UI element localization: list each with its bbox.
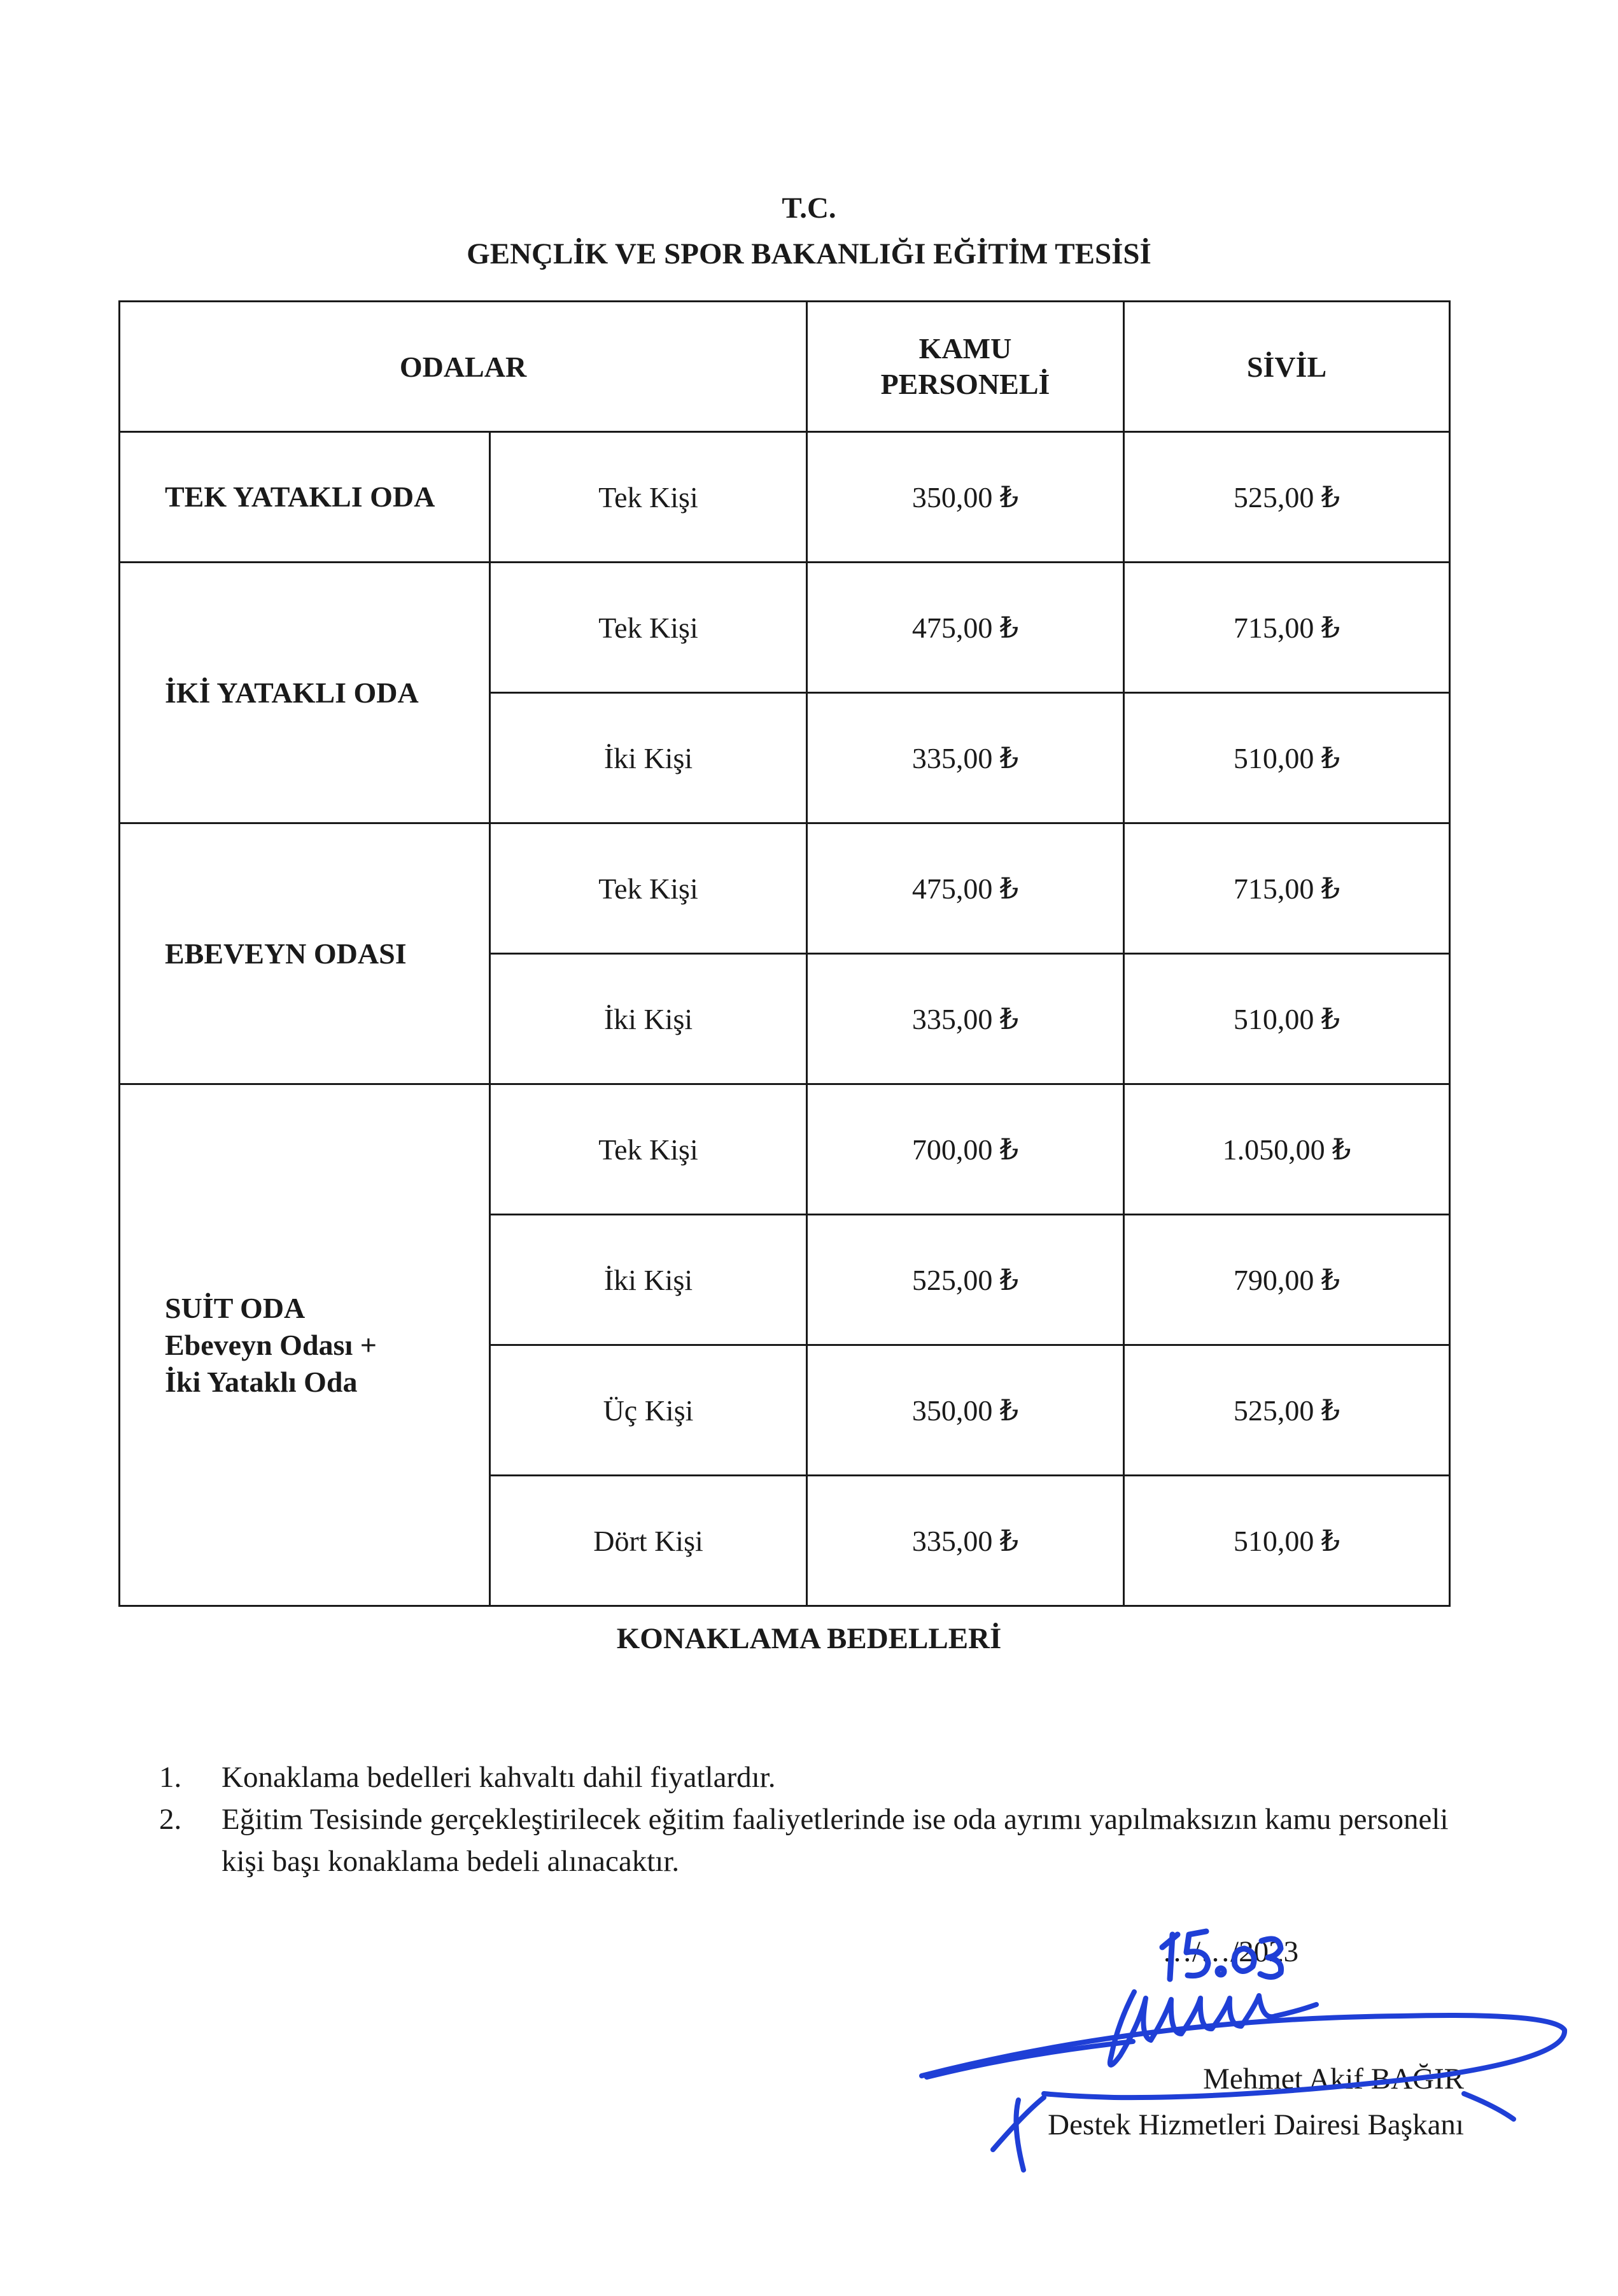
civil-price-cell: 790,00 ₺ (1124, 1215, 1450, 1345)
civil-price-cell: 1.050,00 ₺ (1124, 1084, 1450, 1215)
header-public-line1: KAMU (918, 332, 1012, 365)
occupancy-cell: İki Kişi (490, 1215, 807, 1345)
note-item (159, 1798, 1496, 1882)
note-number: 1. (159, 1761, 182, 1794)
room-type-line: TEK YATAKLI ODA (165, 480, 435, 513)
header-civil: SİVİL (1124, 302, 1450, 432)
occupancy-cell: Tek Kişi (490, 432, 807, 563)
civil-price-cell: 510,00 ₺ (1124, 1476, 1450, 1606)
civil-price-cell: 715,00 ₺ (1124, 563, 1450, 693)
public-price-cell: 700,00 ₺ (807, 1084, 1124, 1215)
table-header-row (120, 302, 1450, 432)
table-row (120, 823, 1450, 954)
public-price-cell: 335,00 ₺ (807, 693, 1124, 823)
note-text: Eğitim Tesisinde gerçekleştirilecek eğitim faaliyetlerinde ise oda ayrımı yapılmaksızın kamu personeli kişi başı konaklama bedeli alınacaktır. (222, 1803, 1449, 1878)
room-type-line: İki Yataklı Oda (165, 1365, 358, 1398)
civil-price-cell: 525,00 ₺ (1124, 432, 1450, 563)
signature-date: …/…/2023 (1162, 1935, 1299, 1968)
public-price-cell: 350,00 ₺ (807, 1345, 1124, 1476)
public-price-cell: 475,00 ₺ (807, 563, 1124, 693)
notes-list (159, 1756, 1496, 1882)
civil-price-cell: 510,00 ₺ (1124, 693, 1450, 823)
rates-table (118, 300, 1451, 1607)
room-type (120, 432, 490, 563)
occupancy-cell: İki Kişi (490, 693, 807, 823)
occupancy-cell: Tek Kişi (490, 1084, 807, 1215)
public-price-cell: 335,00 ₺ (807, 954, 1124, 1084)
rates-body (120, 432, 1450, 1606)
header-public-staff (807, 302, 1124, 432)
note-number: 2. (159, 1803, 182, 1836)
header-public-line2: PERSONELİ (880, 368, 1050, 400)
header-rooms: ODALAR (120, 302, 807, 432)
table-row (120, 563, 1450, 693)
room-type-line: SUİT ODA (165, 1291, 306, 1324)
room-type-line: Ebeveyn Odası + (165, 1328, 377, 1361)
header-line-1: T.C. (782, 192, 836, 225)
occupancy-cell: İki Kişi (490, 954, 807, 1084)
room-type-line: EBEVEYN ODASI (165, 937, 407, 970)
room-type (120, 1084, 490, 1606)
public-price-cell: 525,00 ₺ (807, 1215, 1124, 1345)
table-row (120, 432, 1450, 563)
public-price-cell: 475,00 ₺ (807, 823, 1124, 954)
occupancy-cell: Dört Kişi (490, 1476, 807, 1606)
note-item (159, 1756, 1496, 1798)
room-type (120, 563, 490, 823)
public-price-cell: 350,00 ₺ (807, 432, 1124, 563)
civil-price-cell: 715,00 ₺ (1124, 823, 1450, 954)
civil-price-cell: 510,00 ₺ (1124, 954, 1450, 1084)
table-row (120, 1084, 1450, 1215)
note-text: Konaklama bedelleri kahvaltı dahil fiyatlardır. (222, 1761, 776, 1794)
occupancy-cell: Üç Kişi (490, 1345, 807, 1476)
table-caption: KONAKLAMA BEDELLERİ (616, 1622, 1002, 1655)
occupancy-cell: Tek Kişi (490, 563, 807, 693)
occupancy-cell: Tek Kişi (490, 823, 807, 954)
public-price-cell: 335,00 ₺ (807, 1476, 1124, 1606)
civil-price-cell: 525,00 ₺ (1124, 1345, 1450, 1476)
signatory-title: Destek Hizmetleri Dairesi Başkanı (1048, 2108, 1464, 2141)
signatory-name: Mehmet Akif BAĞIR (1203, 2062, 1464, 2096)
header-line-2: GENÇLİK VE SPOR BAKANLIĞI EĞİTİM TESİSİ (467, 237, 1151, 270)
room-type-line: İKİ YATAKLI ODA (165, 676, 419, 709)
room-type (120, 823, 490, 1084)
